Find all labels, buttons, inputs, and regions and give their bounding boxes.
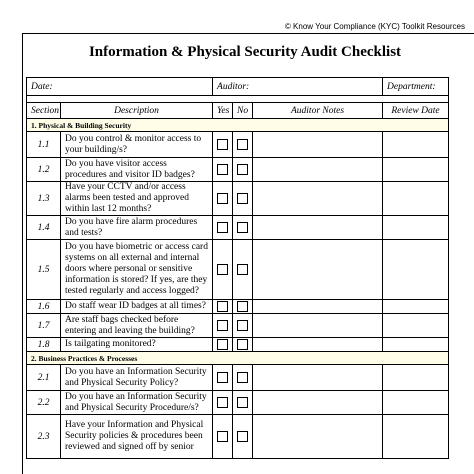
- auditor-notes-cell[interactable]: [253, 391, 383, 415]
- yes-checkbox[interactable]: [217, 372, 228, 383]
- no-checkbox[interactable]: [237, 222, 248, 233]
- item-question: Have your Information and Physical Security policies & procedures been reviewed and signed off by senior: [61, 415, 213, 459]
- review-date-cell[interactable]: [383, 240, 449, 300]
- auditor-notes-cell[interactable]: [253, 300, 383, 314]
- auditor-notes-cell[interactable]: [253, 216, 383, 240]
- resource-credit: © Know Your Compliance (KYC) Toolkit Resources: [284, 22, 465, 31]
- column-header-row: [27, 103, 449, 119]
- checklist-row: [27, 415, 449, 459]
- yes-cell: [213, 240, 233, 300]
- item-number: 2.3: [27, 415, 61, 459]
- review-date-cell[interactable]: [383, 158, 449, 182]
- no-cell: [233, 216, 253, 240]
- review-date-cell[interactable]: [383, 314, 449, 338]
- item-number: 1.8: [27, 338, 61, 352]
- checklist-row: [27, 158, 449, 182]
- no-cell: [233, 391, 253, 415]
- no-cell: [233, 415, 253, 459]
- meta-row: [27, 78, 449, 96]
- checklist-row: [27, 338, 449, 352]
- auditor-notes-cell[interactable]: [253, 132, 383, 158]
- no-checkbox[interactable]: [237, 320, 248, 331]
- item-question: Have your CCTV and/or access alarms been tested and approved within last 12 months?: [61, 182, 213, 216]
- item-question: Do you have visitor access procedures and visitor ID badges?: [61, 158, 213, 182]
- item-question: Do you have biometric or access card systems on all external and internal doors where personal or sensitive information is stored? If yes, are they tested regularly and access logged?: [61, 240, 213, 300]
- item-number: 1.2: [27, 158, 61, 182]
- review-date-cell[interactable]: [383, 338, 449, 352]
- no-checkbox[interactable]: [237, 397, 248, 408]
- checklist-row: [27, 300, 449, 314]
- section-title: 1. Physical & Building Security: [27, 119, 449, 132]
- col-description: Description: [61, 103, 213, 119]
- auditor-notes-cell[interactable]: [253, 365, 383, 391]
- auditor-notes-cell[interactable]: [253, 182, 383, 216]
- yes-checkbox[interactable]: [217, 339, 228, 350]
- no-checkbox[interactable]: [237, 193, 248, 204]
- no-checkbox[interactable]: [237, 372, 248, 383]
- col-auditor-notes: Auditor Notes: [253, 103, 383, 119]
- item-question: Do you have fire alarm procedures and tests?: [61, 216, 213, 240]
- col-review-date: Review Date: [383, 103, 449, 119]
- audit-table: [26, 77, 449, 459]
- yes-cell: [213, 415, 233, 459]
- review-date-cell[interactable]: [383, 300, 449, 314]
- no-cell: [233, 314, 253, 338]
- item-number: 1.4: [27, 216, 61, 240]
- review-date-cell[interactable]: [383, 182, 449, 216]
- yes-cell: [213, 182, 233, 216]
- checklist-row: [27, 182, 449, 216]
- review-date-cell[interactable]: [383, 132, 449, 158]
- auditor-notes-cell[interactable]: [253, 415, 383, 459]
- department-field[interactable]: Department:: [383, 78, 449, 96]
- section-title: 2. Business Practices & Processes: [27, 352, 449, 365]
- col-section: Section: [27, 103, 61, 119]
- no-cell: [233, 182, 253, 216]
- no-checkbox[interactable]: [237, 339, 248, 350]
- no-checkbox[interactable]: [237, 301, 248, 312]
- no-checkbox[interactable]: [237, 164, 248, 175]
- yes-checkbox[interactable]: [217, 301, 228, 312]
- yes-cell: [213, 338, 233, 352]
- yes-checkbox[interactable]: [217, 222, 228, 233]
- yes-cell: [213, 216, 233, 240]
- no-checkbox[interactable]: [237, 139, 248, 150]
- no-cell: [233, 338, 253, 352]
- no-cell: [233, 300, 253, 314]
- auditor-field[interactable]: Auditor:: [213, 78, 383, 96]
- yes-cell: [213, 391, 233, 415]
- auditor-notes-cell[interactable]: [253, 338, 383, 352]
- item-question: Are staff bags checked before entering and leaving the building?: [61, 314, 213, 338]
- review-date-cell[interactable]: [383, 391, 449, 415]
- item-number: 1.3: [27, 182, 61, 216]
- checklist-row: [27, 391, 449, 415]
- spacer-row: [27, 96, 449, 103]
- checklist-row: [27, 216, 449, 240]
- col-yes: Yes: [213, 103, 233, 119]
- col-no: No: [233, 103, 253, 119]
- yes-checkbox[interactable]: [217, 139, 228, 150]
- review-date-cell[interactable]: [383, 216, 449, 240]
- item-number: 1.5: [27, 240, 61, 300]
- yes-checkbox[interactable]: [217, 397, 228, 408]
- page-title: Information & Physical Security Audit Checklist: [88, 44, 402, 60]
- review-date-cell[interactable]: [383, 365, 449, 391]
- item-number: 1.1: [27, 132, 61, 158]
- checklist-row: [27, 132, 449, 158]
- checklist-row: [27, 314, 449, 338]
- item-question: Do you have an Information Security and Physical Security Policy?: [61, 365, 213, 391]
- yes-checkbox[interactable]: [217, 320, 228, 331]
- yes-cell: [213, 365, 233, 391]
- auditor-notes-cell[interactable]: [253, 314, 383, 338]
- no-cell: [233, 158, 253, 182]
- item-question: Do you control & monitor access to your building/s?: [61, 132, 213, 158]
- no-checkbox[interactable]: [237, 431, 248, 442]
- yes-cell: [213, 158, 233, 182]
- left-rule: [22, 33, 23, 474]
- header-rule: [22, 33, 474, 34]
- auditor-notes-cell[interactable]: [253, 158, 383, 182]
- yes-checkbox[interactable]: [217, 164, 228, 175]
- yes-cell: [213, 132, 233, 158]
- no-checkbox[interactable]: [237, 264, 248, 275]
- yes-cell: [213, 300, 233, 314]
- item-number: 2.2: [27, 391, 61, 415]
- review-date-cell[interactable]: [383, 415, 449, 459]
- yes-checkbox[interactable]: [217, 264, 228, 275]
- no-cell: [233, 132, 253, 158]
- checklist-row: [27, 240, 449, 300]
- item-question: Is tailgating monitored?: [61, 338, 213, 352]
- item-question: Do you have an Information Security and Physical Security Procedure/s?: [61, 391, 213, 415]
- yes-checkbox[interactable]: [217, 431, 228, 442]
- item-question: Do staff wear ID badges at all times?: [61, 300, 213, 314]
- date-field[interactable]: Date:: [27, 78, 213, 96]
- no-cell: [233, 365, 253, 391]
- item-number: 2.1: [27, 365, 61, 391]
- item-number: 1.6: [27, 300, 61, 314]
- yes-cell: [213, 314, 233, 338]
- section-header-row: [27, 352, 449, 365]
- no-cell: [233, 240, 253, 300]
- checklist-row: [27, 365, 449, 391]
- auditor-notes-cell[interactable]: [253, 240, 383, 300]
- yes-checkbox[interactable]: [217, 193, 228, 204]
- item-number: 1.7: [27, 314, 61, 338]
- section-header-row: [27, 119, 449, 132]
